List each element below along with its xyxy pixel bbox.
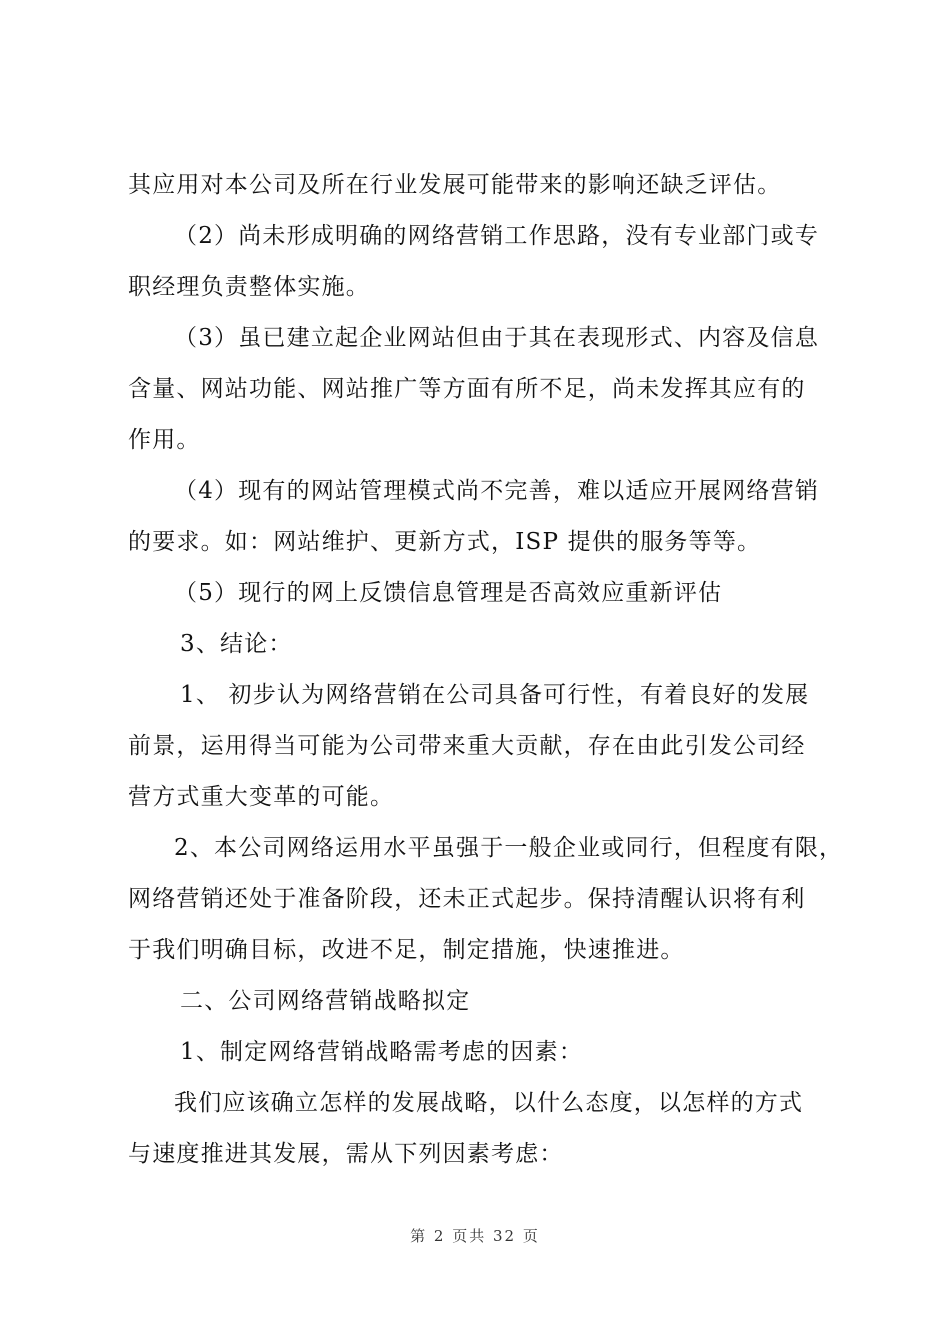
text-line: 其应用对本公司及所在行业发展可能带来的影响还缺乏评估。	[128, 172, 782, 198]
text-line: 与速度推进其发展，需从下列因素考虑：	[128, 1141, 564, 1167]
text-line: （3）虽已建立起企业网站但由于其在表现形式、内容及信息	[174, 325, 820, 351]
text-line: 营方式重大变革的可能。	[128, 784, 395, 810]
page-number: 第 2 页共 32 页	[410, 1227, 540, 1245]
text-line: 网络营销还处于准备阶段，还未正式起步。保持清醒认识将有利	[128, 886, 806, 912]
text-line: 1、 初步认为网络营销在公司具备可行性，有着良好的发展	[180, 682, 810, 708]
text-line: 1、制定网络营销战略需考虑的因素：	[180, 1039, 584, 1065]
text-line: （2）尚未形成明确的网络营销工作思路，没有专业部门或专	[174, 223, 820, 249]
text-line: 3、结论：	[180, 631, 293, 657]
text-line: 含量、网站功能、网站推广等方面有所不足，尚未发挥其应有的	[128, 376, 806, 402]
text-line: 前景，运用得当可能为公司带来重大贡献，存在由此引发公司经	[128, 733, 806, 759]
page-footer	[0, 1225, 950, 1246]
text-line: 作用。	[128, 427, 201, 453]
text-line: （5）现行的网上反馈信息管理是否高效应重新评估	[174, 580, 723, 606]
text-line: 于我们明确目标，改进不足，制定措施，快速推进。	[128, 937, 685, 963]
text-line: 2、本公司网络运用水平虽强于一般企业或同行，但程度有限，	[174, 835, 844, 861]
text-line: 职经理负责整体实施。	[128, 274, 370, 300]
text-line: 的要求。如：网站维护、更新方式，ISP 提供的服务等等。	[128, 529, 762, 555]
text-line: （4）现有的网站管理模式尚不完善，难以适应开展网络营销	[174, 478, 820, 504]
section-heading: 二、公司网络营销战略拟定	[180, 988, 471, 1014]
text-line: 我们应该确立怎样的发展战略，以什么态度，以怎样的方式	[174, 1090, 804, 1116]
